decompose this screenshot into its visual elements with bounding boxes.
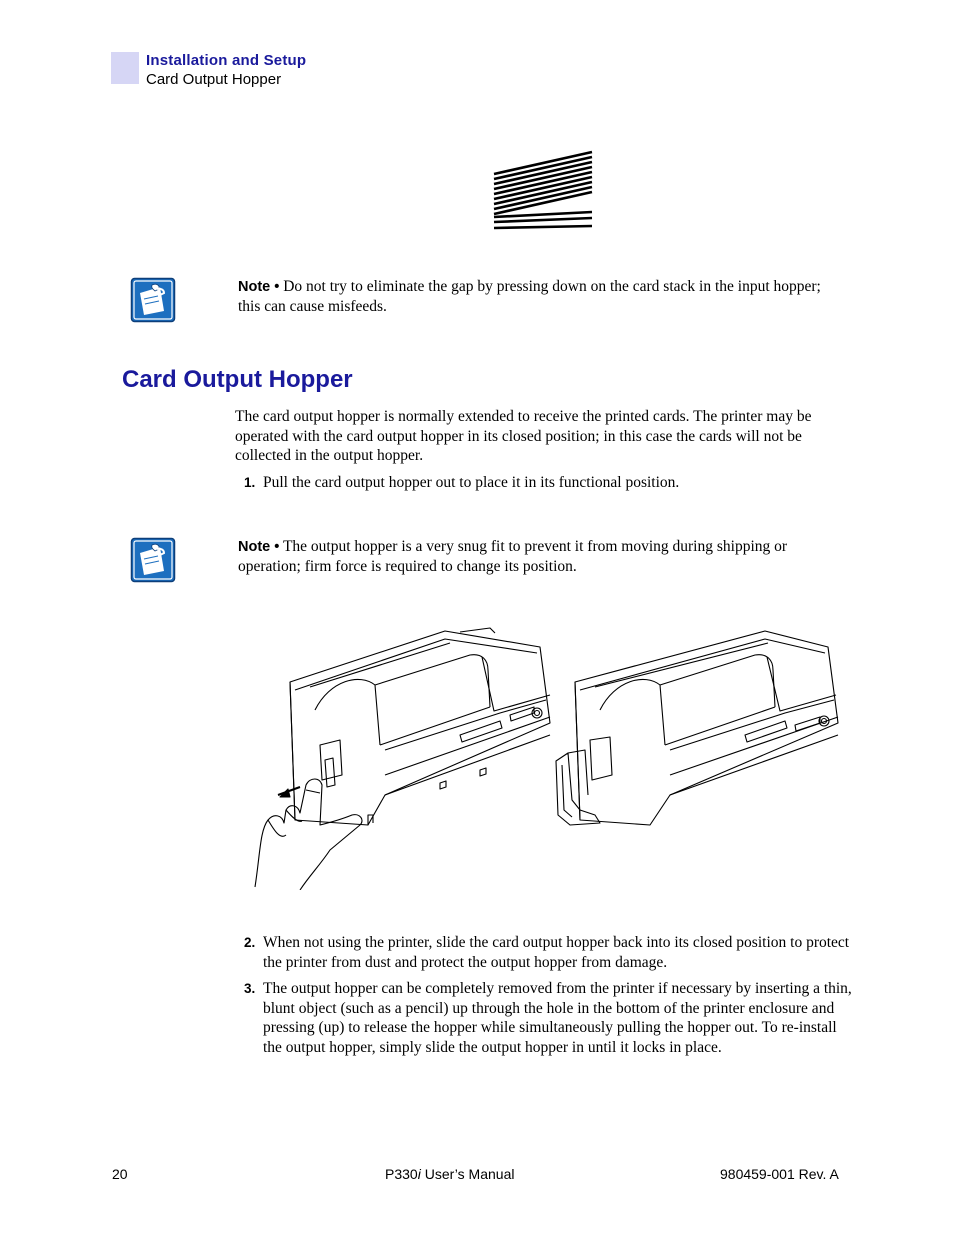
footer-manual-title (385, 1166, 514, 1182)
note-hand-icon (130, 537, 176, 583)
header-color-block (111, 52, 139, 84)
step-3 (244, 979, 854, 1057)
step-1-text: Pull the card output hopper out to place it in its functional position. (263, 474, 680, 491)
footer-page-number: 20 (112, 1166, 128, 1182)
step-3-number: 3. (244, 981, 256, 996)
footer-doc-id: 980459-001 Rev. A (720, 1166, 839, 1182)
note-2 (238, 537, 838, 577)
header-topic: Card Output Hopper (146, 71, 282, 88)
note-1 (238, 277, 838, 317)
printer-hopper-illustration (250, 625, 842, 890)
footer-manual-prefix: P330 (385, 1166, 418, 1182)
footer-manual-italic: i (417, 1166, 421, 1182)
note-2-text: The output hopper is a very snug fit to prevent it from moving during shipping or operation; firm force is required to change its position. (238, 538, 788, 575)
header-section-title: Installation and Setup (146, 52, 307, 69)
note-1-label: Note • (238, 279, 280, 295)
printer-hopper-extended (556, 631, 838, 825)
note-1-text: Do not try to eliminate the gap by pressing down on the card stack in the input hopper; this can cause misfeeds. (238, 278, 821, 315)
note-hand-icon (130, 277, 176, 323)
step-3-text: The output hopper can be completely removed from the printer if necessary by inserting a thin, blunt object (such as a pencil) up through the hole in the bottom of the printer enclosure and pressing (up) to release the hopper while simultaneously pulling the hopper out. To re-install the output hopper, simply slide the output hopper in until it locks in place. (263, 980, 852, 1056)
step-2-text: When not using the printer, slide the card output hopper back into its closed position to protect the printer from dust and protect the output hopper from damage. (263, 934, 850, 971)
step-1-number: 1. (244, 475, 256, 490)
intro-paragraph: The card output hopper is normally extended to receive the printed cards. The printer may be operated with the card output hopper in its closed position; in this case the cards will not be collected in the output hopper. (235, 408, 812, 465)
step-2-number: 2. (244, 935, 256, 950)
footer-manual-suffix: User’s Manual (420, 1166, 515, 1182)
note-2-label: Note • (238, 539, 280, 555)
card-stack-illustration (492, 150, 594, 232)
section-heading: Card Output Hopper (122, 366, 353, 393)
printer-with-hand (255, 628, 550, 890)
step-1 (244, 473, 854, 493)
step-2 (244, 933, 854, 972)
